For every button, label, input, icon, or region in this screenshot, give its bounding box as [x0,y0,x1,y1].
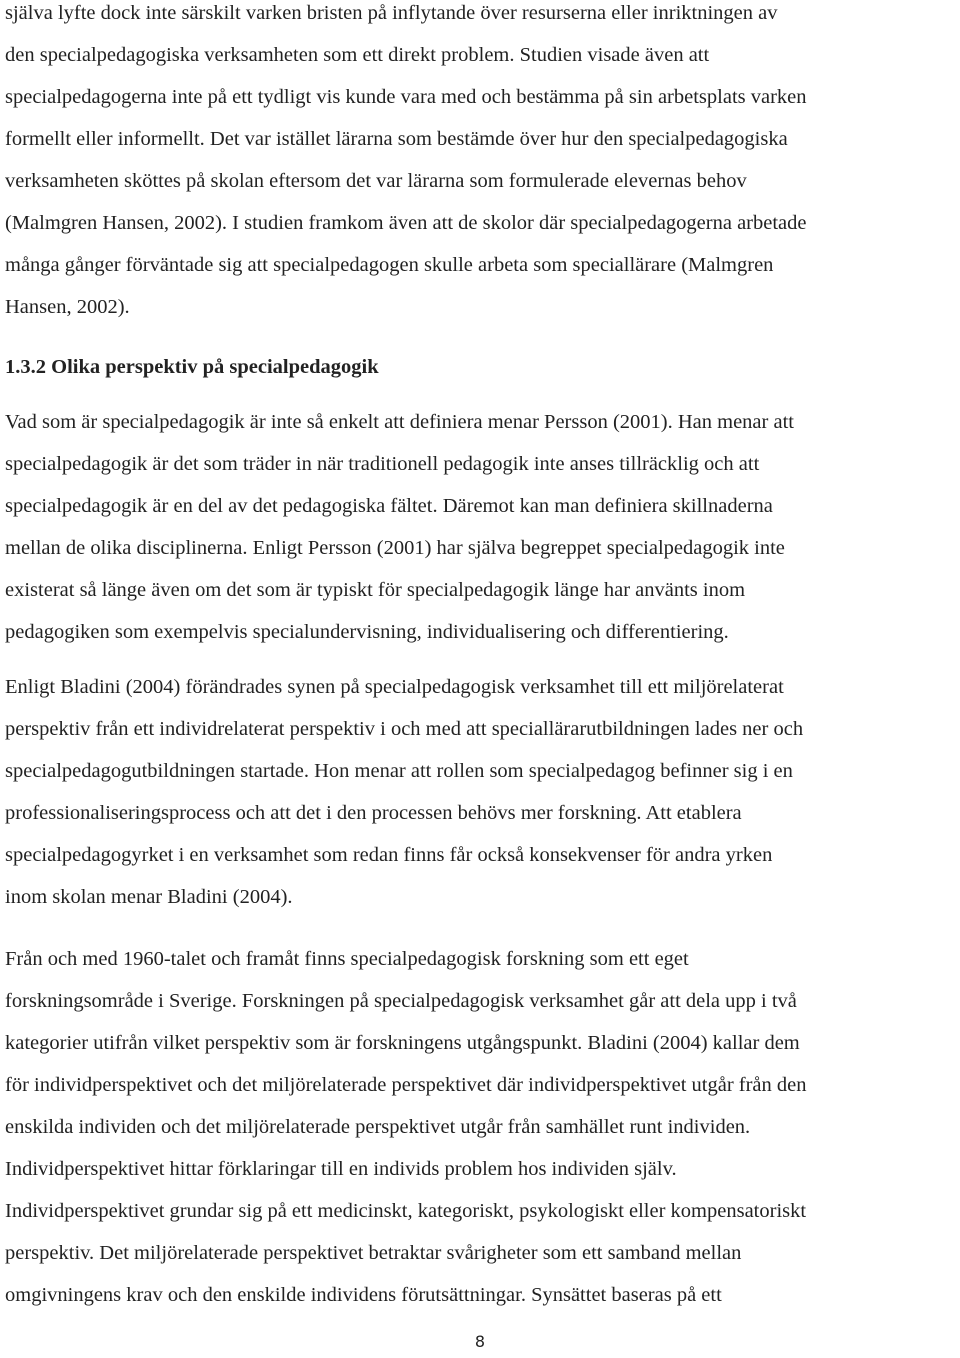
text-line: existerat så länge även om det som är typiskt för specialpedagogik länge har använts inom [5,579,746,601]
text-line: Enligt Bladini (2004) förändrades synen på specialpedagogisk verksamhet till ett miljörelaterat [5,676,784,698]
text-line: många gånger förväntade sig att specialpedagogen skulle arbeta som speciallärare (Malmgren [5,254,774,276]
text-line: (Malmgren Hansen, 2002). I studien framkom även att de skolor där specialpedagogerna arbetade [5,212,807,234]
page-number: 8 [474,1332,486,1351]
text-line: specialpedagogik är det som träder in när traditionell pedagogik inte anses tillräcklig och att [5,453,760,475]
text-line: själva lyfte dock inte särskilt varken bristen på inflytande över resurserna eller inriktningen av [5,2,778,24]
text-line: pedagogiken som exempelvis specialundervisning, individualisering och differentiering. [5,621,729,643]
text-line: Individperspektivet grundar sig på ett medicinskt, kategoriskt, psykologiskt eller kompensatoriskt [5,1200,807,1222]
text-line: Individperspektivet hittar förklaringar till en individs problem hos individen själv. [5,1158,677,1180]
paragraph-3 [5,666,803,918]
text-line: specialpedagogutbildningen startade. Hon menar att rollen som specialpedagog befinner sig i en [5,760,793,782]
text-line: specialpedagogerna inte på ett tydligt vis kunde vara med och bestämma på sin arbetsplats varken [5,86,807,108]
text-line: professionaliseringsprocess och att det i den processen behövs mer forskning. Att etablera [5,802,742,824]
text-line: Från och med 1960-talet och framåt finns specialpedagogisk forskning som ett eget [5,948,689,970]
text-line: specialpedagogyrket i en verksamhet som redan finns får också konsekvenser för andra yrken [5,844,773,866]
text-line: perspektiv. Det miljörelaterade perspektivet betraktar svårigheter som ett samband mellan [5,1242,742,1264]
text-line: specialpedagogik är en del av det pedagogiska fältet. Däremot kan man definiera skillnaderna [5,495,773,517]
paragraph-2 [5,401,794,653]
paragraph-4 [5,938,807,1316]
text-line: omgivningens krav och den enskilde individens förutsättningar. Synsättet baseras på ett [5,1284,722,1306]
text-line: perspektiv från ett individrelaterat perspektiv i och med att speciallärarutbildningen lades ner och [5,718,804,740]
paragraph-1 [5,0,807,328]
text-line: enskilda individen och det miljörelaterade perspektivet utgår från samhället runt individen. [5,1116,751,1138]
text-line: den specialpedagogiska verksamheten som ett direkt problem. Studien visade även att [5,44,710,66]
text-line: för individperspektivet och det miljörelaterade perspektivet där individperspektivet utgår från den [5,1074,807,1096]
text-line: formellt eller informellt. Det var istället lärarna som bestämde över hur den specialpedagogiska [5,128,788,150]
text-line: Vad som är specialpedagogik är inte så enkelt att definiera menar Persson (2001). Han menar att [5,411,794,433]
section-heading: 1.3.2 Olika perspektiv på specialpedagogik [5,356,379,378]
text-line: verksamheten sköttes på skolan eftersom det var lärarna som formulerade elevernas behov [5,170,747,192]
text-line: forskningsområde i Sverige. Forskningen på specialpedagogisk verksamhet går att dela upp i två [5,990,797,1012]
text-line: mellan de olika disciplinerna. Enligt Persson (2001) har själva begreppet specialpedagogik inte [5,537,785,559]
text-line: kategorier utifrån vilket perspektiv som är forskningens utgångspunkt. Bladini (2004) kallar dem [5,1032,800,1054]
text-line: inom skolan menar Bladini (2004). [5,886,293,908]
text-line: Hansen, 2002). [5,296,130,318]
